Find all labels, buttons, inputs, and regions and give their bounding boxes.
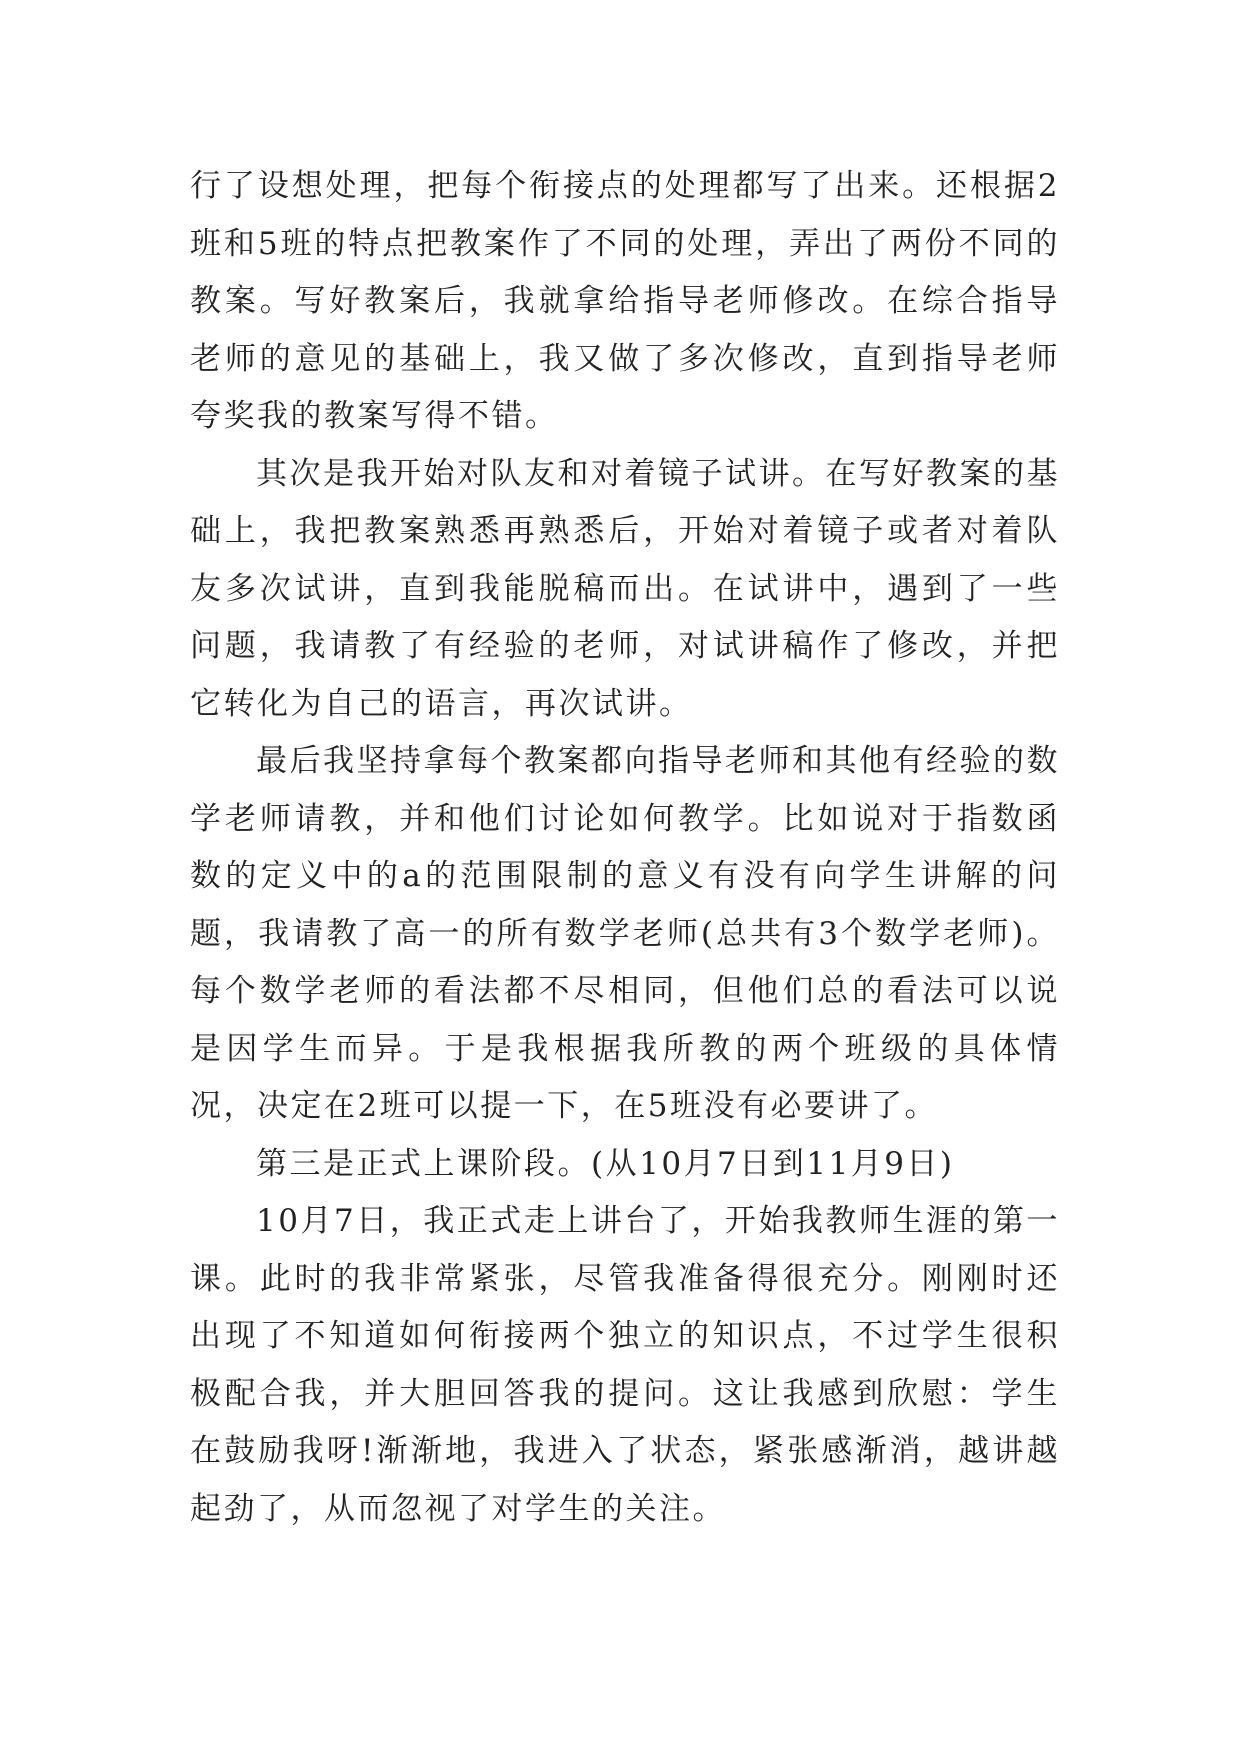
paragraph-4: 第三是正式上课阶段。(从10月7日到11月9日) (256, 1145, 955, 1182)
paragraph-2: 其次是我开始对队友和对着镜子试讲。在写好教案的基础上，我把教案熟悉再熟悉后，开始对着镜子或者对着队友多次试讲，直到我能脱稿而出。在试讲中，遇到了一些问题，我请教了有经验的老师，对试讲稿作了修改，并把它转化为自己的语言，再次试讲。 (190, 455, 1060, 722)
paragraph-5: 10月7日，我正式走上讲台了，开始我教师生涯的第一课。此时的我非常紧张，尽管我准备得很充分。刚刚时还出现了不知道如何衔接两个独立的知识点，不过学生很积极配合我，并大胆回答我的提问。这让我感到欣慰：学生在鼓励我呀!渐渐地，我进入了状态，紧张感渐消，越讲越起劲了，从而忽视了对学生的关注。 (190, 1203, 1060, 1527)
document-body (190, 158, 1060, 1538)
paragraph-3: 最后我坚持拿每个教案都向指导老师和其他有经验的数学老师请教，并和他们讨论如何教学。比如说对于指数函数的定义中的a的范围限制的意义有没有向学生讲解的问题，我请教了高一的所有数学老师(总共有3个数学老师)。每个数学老师的看法都不尽相同，但他们总的看法可以说是因学生而异。于是我根据我所教的两个班级的具体情况，决定在2班可以提一下，在5班没有必要讲了。 (190, 743, 1060, 1124)
paragraph-1: 行了设想处理，把每个衔接点的处理都写了出来。还根据2班和5班的特点把教案作了不同的处理，弄出了两份不同的教案。写好教案后，我就拿给指导老师修改。在综合指导老师的意见的基础上，我又做了多次修改，直到指导老师夸奖我的教案写得不错。 (190, 168, 1060, 434)
